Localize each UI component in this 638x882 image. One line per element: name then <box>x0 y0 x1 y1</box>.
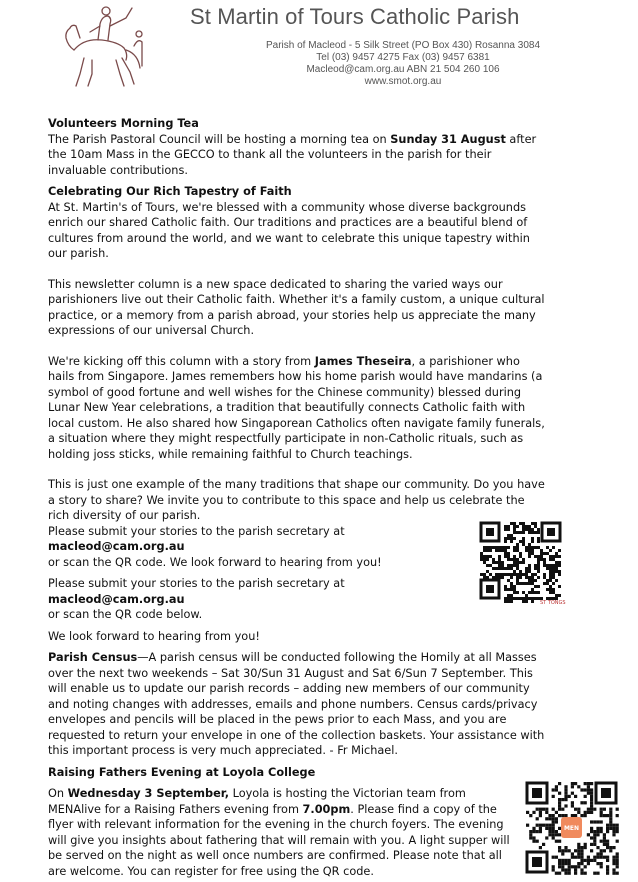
qr-caption: ST TONGS <box>540 600 566 606</box>
fathers-heading: Raising Fathers Evening at Loyola College <box>48 765 316 779</box>
menalive-logo-text: MEN <box>563 825 580 832</box>
census-heading: Parish Census <box>48 651 138 664</box>
parish-phone: Tel (03) 9457 4275 Fax (03) 9457 6381 <box>316 52 490 63</box>
parish-website: www.smot.org.au <box>364 76 442 87</box>
st-martin-horseman-logo <box>62 2 148 92</box>
tapestry-heading: Celebrating Our Rich Tapestry of Faith <box>48 185 292 198</box>
parish-email-abn: Macleod@cam.org.au ABN 21 504 260 106 <box>306 64 500 75</box>
submit-stories-1: Please submit your stories to the parish secretary at macleod@cam.org.au or scan the QR code. We look forward to hearing from you! <box>48 524 382 569</box>
look-forward-text: We look forward to hearing from you! <box>48 629 260 643</box>
secretary-email-link-2[interactable]: macleod@cam.org.au <box>48 592 185 606</box>
volunteers-heading: Volunteers Morning Tea <box>48 117 199 130</box>
volunteers-date: Sunday 31 August <box>390 132 506 146</box>
stories-qr-code[interactable] <box>478 520 566 606</box>
newsletter-body <box>48 116 548 879</box>
tapestry-paragraph-2: This newsletter column is a new space dedicated to sharing the varied ways our parishioners live out their Catholic faith. Whether it's a family custom, a unique cultural practice, or a memory from a parish abroad, your stories help us appreciate the many expressions of our universal Church. <box>48 277 545 337</box>
fathers-time: 7.00pm <box>302 802 351 816</box>
parish-address: Parish of Macleod - 5 Silk Street (PO Box 430) Rosanna 3084 <box>265 40 541 51</box>
volunteers-text: The Parish Pastoral Council will be hosting a morning tea on Sunday 31 August after the 10am Mass in the GECCO to thank all the volunteers in the parish for their invaluable contributions. <box>48 132 537 177</box>
fathers-paragraph: On Wednesday 3 September, Loyola is hosting the Victorian team from MENAlive for a Raising Fathers evening from 7.00pm. Please find a copy of the flyer with relevant information for the evening in the church foyers. The evening will give you insights about fathering that will remain with you. A light supper will be served on the night as well once numbers are confirmed. Please note that all are welcome. You can register for free using the QR code. <box>48 787 510 878</box>
raising-fathers-qr-code[interactable] <box>524 780 619 875</box>
fathers-date: Wednesday 3 September, <box>67 787 230 800</box>
parishioner-name: James Theseira <box>314 354 412 368</box>
tapestry-paragraph-3: We're kicking off this column with a story from James Theseira, a parishioner who hails from Singapore. James remembers how his home parish would have mandarins (a symbol of good fortune and well wishes for the Chinese community) blessed during Lunar New Year celebrations, a tradition that beautifully connects Catholic faith with local custom. He also shared how Singaporean Catholics often navigate family funerals, a situation where they might respectfully participate in non-Catholic rituals, such as holding joss sticks, while remaining faithful to Church teachings. <box>48 354 545 461</box>
secretary-email-link[interactable]: macleod@cam.org.au <box>48 540 185 553</box>
parish-header <box>0 0 638 100</box>
tapestry-paragraph-4: This is just one example of the many traditions that shape our community. Do you have a story to share? We invite you to contribute to this space and help us celebrate the rich diversity of our parish. <box>48 478 545 522</box>
tapestry-paragraph-1: At St. Martin's of Tours, we're blessed with a community whose diverse backgrounds enrich our shared Catholic faith. Our traditions and practices are a beautiful blend of cultures from around the world, and we want to celebrate this unique tapestry within our parish. <box>48 200 530 260</box>
parish-name: St Martin of Tours Catholic Parish <box>190 4 520 29</box>
census-paragraph: Parish Census—A parish census will be conducted following the Homily at all Masses over the next two weekends – Sat 30/Sun 31 August and Sat 6/Sun 7 September. This will enable us to update our parish records – adding new members of our community and noting changes with addresses, emails and phone numbers. Census cards/privacy envelopes and pencils will be placed in the pews prior to each Mass, and you are requested to return your envelope in one of the collection baskets. Your assistance with this important process is very much appreciated. - Fr Michael. <box>48 651 545 757</box>
submit-stories-2: Please submit your stories to the parish secretary at macleod@cam.org.au or scan the QR code below. <box>48 577 345 621</box>
